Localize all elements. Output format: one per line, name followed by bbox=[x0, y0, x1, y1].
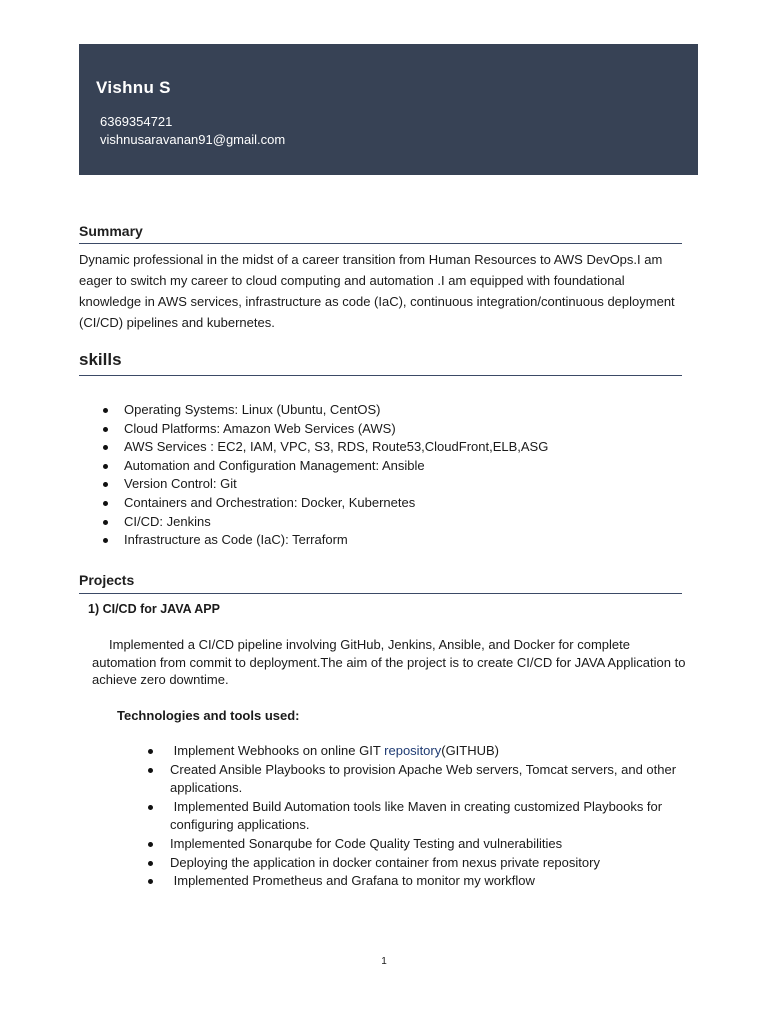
bullet-icon bbox=[103, 445, 108, 450]
bullet-icon bbox=[103, 408, 108, 413]
projects-divider bbox=[79, 593, 682, 594]
summary-text: Dynamic professional in the midst of a career transition from Human Resources to AWS DevOps.I am eager to switch my career to cloud computing and automation .I am equipped with foundational knowledge in AWS services, infrastructure as code (IaC), continuous integration/continuous deployment (CI/CD) pipelines and kubernetes. bbox=[79, 252, 675, 330]
bullet-icon bbox=[148, 768, 153, 773]
bullet-icon bbox=[103, 501, 108, 506]
tech-item: Deploying the application in docker container from nexus private repository bbox=[170, 854, 680, 873]
technologies-heading: Technologies and tools used: bbox=[117, 708, 300, 723]
bullet-icon bbox=[148, 879, 153, 884]
tech-item: Implemented Build Automation tools like Maven in creating customized Playbooks for configuring applications. bbox=[170, 798, 680, 835]
page-number: 1 bbox=[381, 956, 387, 967]
tech-item: Created Ansible Playbooks to provision Apache Web servers, Tomcat servers, and other applications. bbox=[170, 761, 680, 798]
bullet-icon bbox=[148, 749, 153, 754]
skill-item: Automation and Configuration Management: Ansible bbox=[124, 457, 684, 476]
technologies-list bbox=[170, 742, 680, 891]
skill-item: Infrastructure as Code (IaC): Terraform bbox=[124, 531, 684, 550]
skills-heading: skills bbox=[79, 350, 122, 369]
bullet-icon bbox=[103, 464, 108, 469]
skills-list bbox=[124, 401, 684, 550]
skill-item: CI/CD: Jenkins bbox=[124, 513, 684, 532]
skill-item: Operating Systems: Linux (Ubuntu, CentOS) bbox=[124, 401, 684, 420]
tech-item: Implemented Sonarqube for Code Quality Testing and vulnerabilities bbox=[170, 835, 680, 854]
skill-item: Containers and Orchestration: Docker, Kubernetes bbox=[124, 494, 684, 513]
skill-item: AWS Services : EC2, IAM, VPC, S3, RDS, Route53,CloudFront,ELB,ASG bbox=[124, 438, 684, 457]
phone-number: 6369354721 bbox=[100, 114, 173, 129]
bullet-icon bbox=[103, 482, 108, 487]
bullet-icon bbox=[148, 861, 153, 866]
skills-divider bbox=[79, 375, 682, 376]
email-address: vishnusaravanan91@gmail.com bbox=[100, 132, 286, 147]
resume-header bbox=[79, 44, 698, 175]
tech-item: Implemented Prometheus and Grafana to monitor my workflow bbox=[170, 872, 680, 891]
bullet-icon bbox=[103, 427, 108, 432]
tech-item: Implement Webhooks on online GIT repository(GITHUB) bbox=[170, 742, 680, 761]
repository-link[interactable]: repository bbox=[384, 743, 442, 758]
bullet-icon bbox=[148, 842, 153, 847]
project-description: Implemented a CI/CD pipeline involving GitHub, Jenkins, Ansible, and Docker for complete automation from commit to deployment.The aim of the project is to create CI/CD for JAVA Application to achieve zero downtime. bbox=[92, 637, 686, 688]
bullet-icon bbox=[103, 520, 108, 525]
candidate-name: Vishnu S bbox=[96, 78, 171, 97]
summary-divider bbox=[79, 243, 682, 244]
skill-item: Cloud Platforms: Amazon Web Services (AWS) bbox=[124, 420, 684, 439]
bullet-icon bbox=[103, 538, 108, 543]
skill-item: Version Control: Git bbox=[124, 475, 684, 494]
project-title: 1) CI/CD for JAVA APP bbox=[88, 602, 220, 616]
summary-heading: Summary bbox=[79, 223, 143, 239]
projects-heading: Projects bbox=[79, 572, 135, 588]
bullet-icon bbox=[148, 805, 153, 810]
